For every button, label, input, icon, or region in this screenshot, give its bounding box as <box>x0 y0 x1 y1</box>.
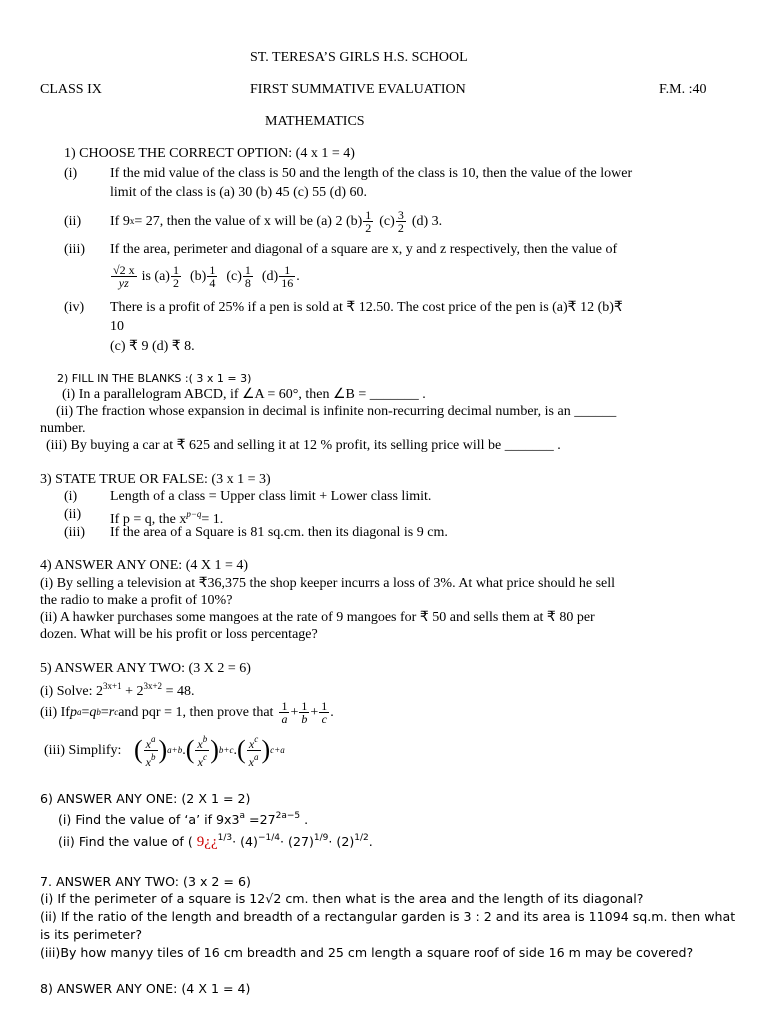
q1-ii-number: (ii) <box>64 214 82 229</box>
q1-iii-text: If the area, perimeter and diagonal of a square are x, y and z respectively, then the value of <box>110 242 618 257</box>
q1-heading: 1) CHOOSE THE CORRECT OPTION: (4 x 1 = 4) <box>64 146 355 161</box>
q5-heading: 5) ANSWER ANY TWO: (3 X 2 = 6) <box>40 661 251 676</box>
q1-iv-options: (c) ₹ 9 (d) ₹ 8. <box>110 339 195 354</box>
q1-i-number: (i) <box>64 166 78 181</box>
q5-iii-expression: ( $\frac{x^a}{x^b}$ ) a+b . ( $\frac{x^b}{x^c}$ ) b+c . ( $\frac{x^c}{x^a}$ ) c+a <box>134 733 285 769</box>
q1-iv-text: There is a profit of 25% if a pen is sold at ₹ 12.50. The cost price of the pen is (a)₹ 12 (b)₹ <box>110 300 623 315</box>
q3-ii-number: (ii) <box>64 507 82 522</box>
q3-ii: If p = q, the $x^{p-q}= 1$. <box>110 509 224 527</box>
q3-i-number: (i) <box>64 489 78 504</box>
q5-iii-label: (iii) Simplify: <box>44 743 122 758</box>
exam-title: FIRST SUMMATIVE EVALUATION <box>250 82 466 97</box>
q7-i: (i) If the perimeter of a square is 12√2 cm. then what is the area and the length of its diagonal? <box>40 891 644 906</box>
q6-i: (i) Find the value of ‘a’ if $9x3^a =27^{2a-5}$ . <box>58 811 309 827</box>
q3-heading: 3) STATE TRUE OR FALSE: (3 x 1 = 3) <box>40 472 271 487</box>
q8-heading: 8) ANSWER ANY ONE: (4 X 1 = 4) <box>40 981 251 996</box>
full-marks: F.M. :40 <box>659 82 707 97</box>
q1-iii-options: $\frac{√2 x}{yz}$ is (a) $\frac{1}{2}$ (b) $\frac{1}{4}$ (c) $\frac{1}{8}$ (d) $\frac{1}{16}$ . <box>113 262 300 290</box>
fraction-one-half: $\frac{1}{2}$ <box>365 207 372 235</box>
q2-iii: (iii) By buying a car at ₹ 625 and selling it at 12 % profit, its selling price will be _______ . <box>46 438 561 453</box>
q3-i: Length of a class = Upper class limit + Lower class limit. <box>110 489 432 504</box>
q1-ii-text: If 9 x = 27, then the value of x will be (a) 2 (b) $\frac{1}{2}$ (c) $\frac{3}{2}$ (d) 3. <box>110 207 443 235</box>
q1-iv-number: (iv) <box>64 300 85 315</box>
q7-heading: 7. ANSWER ANY TWO: (3 x 2 = 6) <box>40 874 251 889</box>
q5-ii: (ii) If p a = q b = r c and pqr = 1, then prove that $\frac{1}{a}$ + $\frac{1}{b}$ + $\frac{1}{c}$ . <box>40 698 334 726</box>
q4-ii: (ii) A hawker purchases some mangoes at the rate of 9 mangoes for ₹ 50 and sells them at ₹ 80 per <box>40 610 595 625</box>
q7-ii: (ii) If the ratio of the length and breadth of a rectangular garden is 3 : 2 and its area is 11094 sq.m. then what <box>40 909 736 924</box>
q1-iii-number: (iii) <box>64 242 85 257</box>
q1-iv-text-cont: 10 <box>110 319 124 334</box>
q2-i: (i) In a parallelogram ABCD, if ∠A = 60°, then ∠B = _______ . <box>62 387 426 402</box>
q1-i-text: If the mid value of the class is 50 and the length of the class is 10, then the value of the lower <box>110 166 633 181</box>
q3-iii-number: (iii) <box>64 525 85 540</box>
subject-title: MATHEMATICS <box>265 114 365 129</box>
fraction-three-halves: $\frac{3}{2}$ <box>397 207 404 235</box>
q5-i: (i) Solve: $2^{3x+1} + 2^{3x+2} = 48$. <box>40 681 195 699</box>
fraction-root2x-over-yz: $\frac{√2 x}{yz}$ <box>113 262 135 290</box>
school-name: ST. TERESA’S GIRLS H.S. SCHOOL <box>250 50 468 65</box>
q2-ii-cont: number. <box>40 421 86 436</box>
q4-i-cont: the radio to make a profit of 10%? <box>40 593 233 608</box>
q3-iii: If the area of a Square is 81 sq.cm. then its diagonal is 9 cm. <box>110 525 448 540</box>
q2-heading: 2) FILL IN THE BLANKS :( 3 x 1 = 3) <box>57 372 252 385</box>
q7-ii-cont: is its perimeter? <box>40 927 143 942</box>
q7-iii: (iii)By how manyy tiles of 16 cm breadth and 25 cm length a square roof of side 16 m may be covered? <box>40 945 694 960</box>
q6-ii: (ii) Find the value of ( 9¿¿$^{1/3}$· $(4)^{-1/4}\cdot (27)^{1/9}\cdot (2)^{1/2}$. <box>58 833 373 850</box>
class-label: CLASS IX <box>40 82 102 97</box>
q4-ii-cont: dozen. What will be his profit or loss percentage? <box>40 627 318 642</box>
q6-heading: 6) ANSWER ANY ONE: (2 X 1 = 2) <box>40 791 251 806</box>
q4-heading: 4) ANSWER ANY ONE: (4 X 1 = 4) <box>40 558 249 573</box>
q4-i: (i) By selling a television at ₹36,375 the shop keeper incurrs a loss of 3%. At what price should he sell <box>40 576 616 591</box>
q2-ii: (ii) The fraction whose expansion in decimal is infinite non-recurring decimal number, is an ______ <box>56 404 617 419</box>
q1-i-text-cont: limit of the class is (a) 30 (b) 45 (c) 55 (d) 60. <box>110 185 367 200</box>
